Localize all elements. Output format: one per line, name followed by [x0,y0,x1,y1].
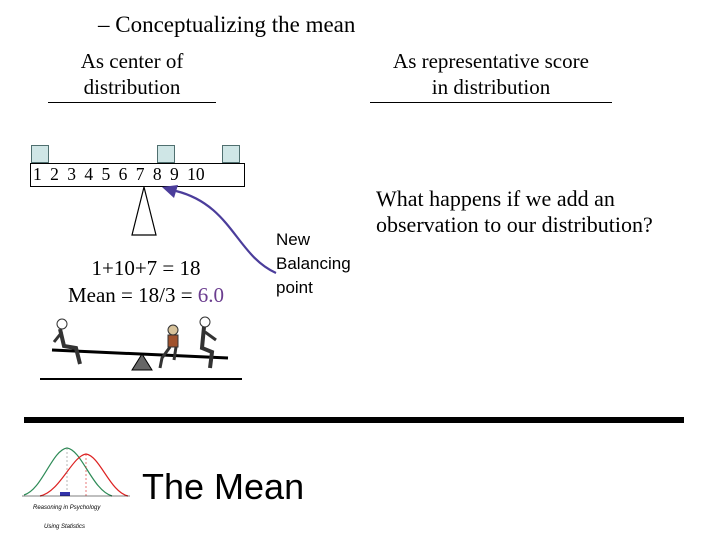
left-subtitle-line1: As center of [80,49,184,73]
new-label-line2: Balancing [276,254,351,273]
slide-heading: – Conceptualizing the mean [98,12,356,37]
right-subtitle-line1: As representative score [393,49,589,73]
right-underline [370,102,612,103]
observation-block-1 [31,145,49,163]
fulcrum-triangle-icon [132,187,156,235]
new-label-line3: point [276,278,313,297]
arrow-head-icon [162,185,178,198]
formula-mean [46,282,246,309]
observation-block-7 [157,145,175,163]
footer-title: The Mean [142,466,305,507]
right-subtitle-line2: in distribution [431,75,551,99]
observation-block-10 [222,145,240,163]
book-cover-thumbnail [22,430,132,510]
book-title-text: Reasoning in Psychology [33,505,101,511]
seesaw-illustration [40,312,245,384]
new-balancing-point-label [276,228,351,300]
formula-mean-value: 6.0 [197,283,225,307]
footer-divider [24,417,684,423]
formula-mean-prefix: Mean = 18/3 = [67,283,198,307]
question-text: What happens if we add an observation to our distribution? [376,186,653,237]
formula-sum: 1+10+7 = 18 [91,256,201,280]
book-subtitle-text: Using Statistics [44,524,86,530]
left-subtitle-line2: distribution [83,75,181,99]
mean-formula [46,255,246,309]
number-line-labels: 1 2 3 4 5 6 7 8 9 10 [33,164,205,184]
left-subtitle [48,48,216,100]
right-subtitle [370,48,612,100]
new-label-line1: New [276,230,311,249]
left-underline [48,102,216,103]
